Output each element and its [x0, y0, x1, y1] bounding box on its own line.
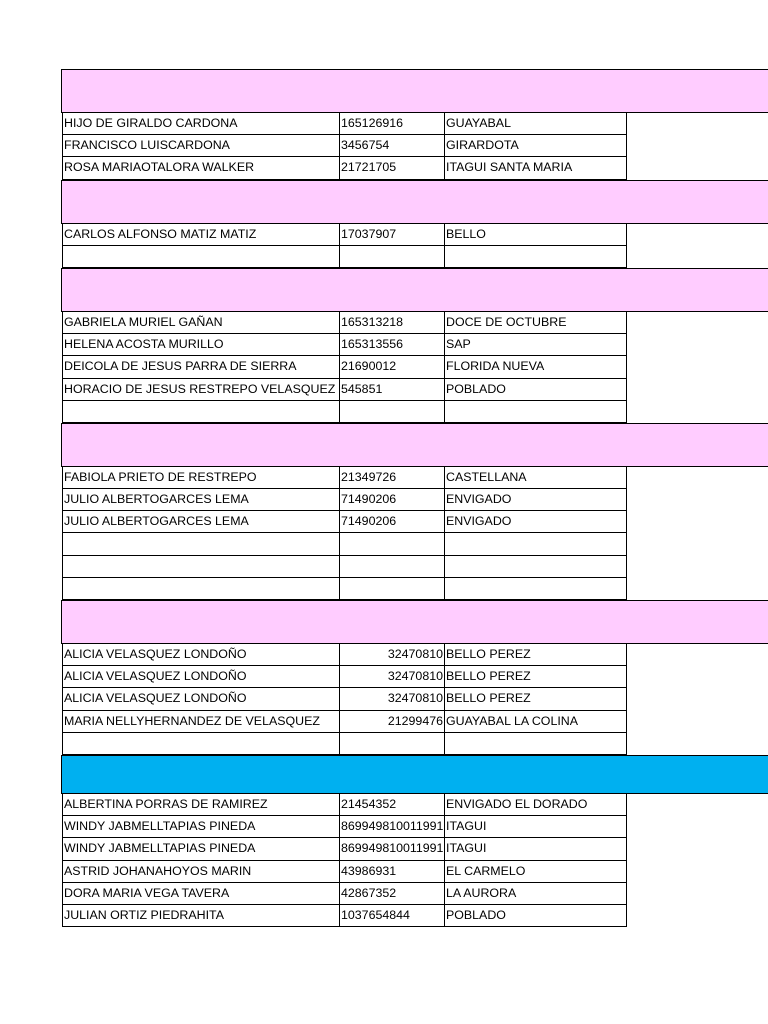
table-row [62, 246, 627, 268]
name-cell[interactable]: JULIAN ORTIZ PIEDRAHITA [63, 905, 340, 926]
location-cell[interactable]: FLORIDA NUEVA [446, 359, 545, 374]
group-header-band[interactable] [62, 755, 768, 794]
table-row [62, 838, 627, 860]
location-cell[interactable]: CASTELLANA [446, 469, 527, 484]
group-header-band[interactable] [62, 180, 768, 224]
location-cell[interactable] [445, 733, 626, 754]
name-cell[interactable] [63, 533, 340, 554]
location-cell[interactable] [445, 578, 626, 599]
location-cell[interactable]: ITAGUI SANTA MARIA [446, 160, 573, 175]
id-cell[interactable]: 869949810011991 [340, 838, 445, 859]
table-row [62, 113, 627, 135]
table-row [62, 556, 627, 578]
table-row [62, 711, 627, 733]
name-cell[interactable]: JULIO ALBERTOGARCES LEMA [63, 489, 340, 510]
location-cell[interactable] [445, 246, 626, 267]
id-cell[interactable]: 17037907 [340, 224, 445, 245]
location-cell[interactable]: POBLADO [446, 907, 506, 922]
group-header-band[interactable] [62, 423, 768, 467]
name-cell[interactable]: DEICOLA DE JESUS PARRA DE SIERRA [63, 356, 340, 377]
table-row [62, 733, 627, 755]
table-row [62, 401, 627, 423]
id-cell[interactable]: 1037654844 [340, 905, 445, 926]
id-cell[interactable]: 32470810 [340, 666, 445, 687]
name-cell[interactable]: ASTRID JOHANAHOYOS MARIN [63, 861, 340, 882]
name-cell[interactable] [63, 401, 340, 422]
table-row [62, 666, 627, 688]
name-cell[interactable]: FABIOLA PRIETO DE RESTREPO [63, 467, 340, 488]
name-cell[interactable]: GABRIELA MURIEL GAÑAN [63, 312, 340, 333]
name-cell[interactable]: HORACIO DE JESUS RESTREPO VELASQUEZ [63, 379, 340, 400]
name-cell[interactable]: DORA MARIA VEGA TAVERA [63, 883, 340, 904]
table-row [62, 356, 627, 378]
spreadsheet [62, 69, 768, 927]
name-cell[interactable]: HIJO DE GIRALDO CARDONA [63, 113, 340, 134]
name-cell[interactable]: ALICIA VELASQUEZ LONDOÑO [63, 688, 340, 709]
id-cell[interactable]: 21349726 [340, 467, 445, 488]
table-row [62, 688, 627, 710]
table-row [62, 578, 627, 600]
id-cell[interactable]: 21721705 [340, 157, 445, 178]
location-cell[interactable]: BELLO [446, 226, 486, 241]
table-row [62, 312, 627, 334]
location-cell[interactable]: ITAGUI [446, 841, 487, 856]
table-row [62, 794, 627, 816]
location-cell[interactable]: SAP [446, 337, 471, 352]
id-cell[interactable]: 165126916 [340, 113, 445, 134]
name-cell[interactable]: ALICIA VELASQUEZ LONDOÑO [63, 666, 340, 687]
table-row [62, 816, 627, 838]
table-row [62, 157, 627, 179]
group-header-band[interactable] [62, 69, 768, 113]
location-cell[interactable]: POBLADO [446, 381, 506, 396]
name-cell[interactable]: MARIA NELLYHERNANDEZ DE VELASQUEZ [63, 711, 340, 732]
name-cell[interactable]: JULIO ALBERTOGARCES LEMA [63, 511, 340, 532]
name-cell[interactable]: CARLOS ALFONSO MATIZ MATIZ [63, 224, 340, 245]
location-cell[interactable]: EL CARMELO [446, 863, 526, 878]
location-cell[interactable]: LA AURORA [446, 885, 517, 900]
location-cell[interactable] [445, 556, 626, 577]
id-cell[interactable]: 42867352 [340, 883, 445, 904]
location-cell[interactable]: BELLO PEREZ [446, 691, 531, 706]
location-cell[interactable]: BELLO PEREZ [446, 669, 531, 684]
id-cell[interactable]: 71490206 [340, 511, 445, 532]
group-header-band[interactable] [62, 600, 768, 644]
id-cell[interactable]: 21299476 [340, 711, 445, 732]
location-cell[interactable]: GIRARDOTA [446, 138, 519, 153]
id-cell[interactable] [340, 578, 445, 599]
name-cell[interactable] [63, 556, 340, 577]
id-cell[interactable]: 545851 [340, 379, 445, 400]
id-cell[interactable]: 21690012 [340, 356, 445, 377]
id-cell[interactable]: 32470810 [340, 644, 445, 665]
location-cell[interactable]: GUAYABAL [446, 116, 511, 130]
location-cell[interactable]: ENVIGADO [446, 514, 512, 529]
location-cell[interactable]: BELLO PEREZ [446, 647, 531, 661]
id-cell[interactable]: 43986931 [340, 861, 445, 882]
name-cell[interactable]: ALICIA VELASQUEZ LONDOÑO [63, 644, 340, 665]
name-cell[interactable]: WINDY JABMELLTAPIAS PINEDA [63, 838, 340, 859]
location-cell[interactable]: ENVIGADO [446, 492, 512, 507]
table-row [62, 533, 627, 555]
name-cell[interactable]: ALBERTINA PORRAS DE RAMIREZ [63, 794, 340, 815]
table-row [62, 334, 627, 356]
id-cell[interactable] [340, 401, 445, 422]
name-cell[interactable] [63, 733, 340, 754]
id-cell[interactable] [340, 246, 445, 267]
location-cell[interactable] [445, 533, 626, 554]
id-cell[interactable] [340, 533, 445, 554]
table-row [62, 861, 627, 883]
name-cell[interactable]: FRANCISCO LUISCARDONA [63, 135, 340, 156]
location-cell[interactable]: ENVIGADO EL DORADO [446, 796, 588, 811]
id-cell[interactable]: 21454352 [340, 794, 445, 815]
location-cell[interactable]: DOCE DE OCTUBRE [446, 314, 567, 329]
id-cell[interactable]: 165313218 [340, 312, 445, 333]
table-row [62, 467, 627, 489]
location-cell[interactable]: ITAGUI [446, 819, 487, 834]
table-row [62, 224, 627, 246]
name-cell[interactable]: ROSA MARIAOTALORA WALKER [63, 157, 340, 178]
name-cell[interactable] [63, 578, 340, 599]
table-row [62, 135, 627, 157]
name-cell[interactable] [63, 246, 340, 267]
table-row [62, 644, 627, 666]
group-header-band[interactable] [62, 268, 768, 312]
id-cell[interactable]: 32470810 [340, 688, 445, 709]
location-cell[interactable] [445, 401, 626, 422]
table-row [62, 489, 627, 511]
name-cell[interactable]: WINDY JABMELLTAPIAS PINEDA [63, 816, 340, 837]
id-cell[interactable] [340, 733, 445, 754]
table-row [62, 905, 627, 927]
id-cell[interactable] [340, 556, 445, 577]
id-cell[interactable]: 165313556 [340, 334, 445, 355]
table-row [62, 379, 627, 401]
location-cell[interactable]: GUAYABAL LA COLINA [446, 713, 578, 728]
table-row [62, 511, 627, 533]
name-cell[interactable]: HELENA ACOSTA MURILLO [63, 334, 340, 355]
id-cell[interactable]: 71490206 [340, 489, 445, 510]
id-cell[interactable]: 3456754 [340, 135, 445, 156]
id-cell[interactable]: 869949810011991 [340, 816, 445, 837]
table-row [62, 883, 627, 905]
